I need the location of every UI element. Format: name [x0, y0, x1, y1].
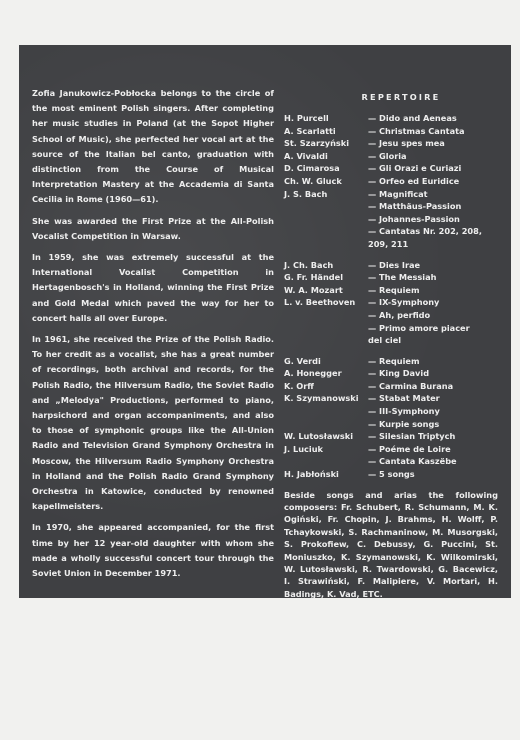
work-title: — Jesu spes mea: [368, 138, 445, 149]
work-title: — Gloria: [368, 150, 407, 161]
work-title: — Stabat Mater: [368, 393, 440, 404]
composer-name: Ch. W. Gluck: [284, 175, 342, 186]
bio-paragraph: In 1959, she was extremely successful at the International Vocalist Competition in Hertagenbosch's in Holland, winning the First Prize and Gold Medal which paved the way for her to concert halls all over Europe.: [32, 252, 274, 323]
bio-paragraph: In 1970, she appeared accompanied, for the first time by her 12 year-old daughter with whom she made a wholly successful concert tour through the Soviet Union in December 1971.: [32, 522, 274, 579]
work-title: — Dido and Aeneas: [368, 113, 457, 123]
work-title: 209, 211: [368, 238, 409, 249]
repertoire-title: REPERTOIRE: [361, 92, 441, 102]
repertoire-row: [284, 405, 498, 418]
work-title: — Carmina Burana: [368, 380, 454, 391]
repertoire-row: [284, 175, 498, 188]
repertoire-row: [284, 355, 498, 368]
work-title: — Johannes-Passion: [368, 213, 460, 224]
repertoire-row: [284, 162, 498, 175]
repertoire-row: [284, 137, 498, 150]
composer-name: J. S. Bach: [284, 188, 328, 199]
repertoire-list: [284, 112, 498, 481]
work-title: — Kurpie songs: [368, 418, 440, 429]
bio-paragraph: In 1961, she received the Prize of the Polish Radio. To her credit as a vocalist, she has a great number of recordings, both archival and records, for the Polish Radio, the Hilversum Radio, the Soviet Radio and „Melodya" Productions, performed to piano, harpsichord and organ accompaniments, and also to those of symphonic groups like the All-Union Radio and Television Grand Symphony Orchestra in Moscow, the Hilversum Radio Symphony Orchestra in Holland and the Polish Radio Grand Symphony Orchestra in Katowice, conducted by renowned kapellmeisters.: [32, 334, 274, 512]
repertoire-row: [284, 238, 498, 251]
repertoire-note: Beside songs and arias the following composers: Fr. Schubert, R. Schumann, M. K. Ogiński, Fr. Chopin, J. Brahms, H. Wolff, P. Tchaykowski, S. Rachmaninow, M. Musorgski, S. Prokofiew, C. Debussy, G. Puccini, St. Moniuszko, K. Szymanowski, K. Wilkomirski, W. Lutosławski, R. Twardowski, G. Bacewicz, I. Strawiński, F. Malipiere, V. Mortari, H. Badings, K. Vad, ETC.: [284, 489, 498, 599]
composer-name: [284, 418, 368, 431]
repertoire-row: [284, 468, 498, 481]
work-title: — Magnificat: [368, 188, 428, 199]
repertoire-row: [284, 188, 498, 201]
composer-name: [284, 455, 368, 468]
repertoire-row: [284, 125, 498, 138]
composer-name: H. Purcell: [284, 113, 329, 123]
composer-name: G. Fr. Händel: [284, 272, 344, 283]
repertoire-row: [284, 367, 498, 380]
composer-name: [284, 405, 368, 418]
work-title: — Cantatas Nr. 202, 208,: [368, 226, 482, 237]
composer-name: [284, 200, 368, 213]
group-spacer: [284, 347, 498, 355]
composer-name: A. Vivaldi: [284, 150, 328, 161]
repertoire-row: [284, 200, 498, 213]
composer-name: [284, 334, 368, 347]
composer-name: G. Verdi: [284, 355, 321, 366]
composer-name: [284, 238, 368, 251]
repertoire-row: [284, 213, 498, 226]
repertoire-row: [284, 334, 498, 347]
work-title: — King David: [368, 368, 430, 379]
work-title: — Orfeo ed Euridice: [368, 175, 460, 186]
composer-name: [284, 322, 368, 335]
work-title: — IX-Symphony: [368, 297, 440, 308]
bio-paragraph: Zofia Janukowicz-Pobłocka belongs to the circle of the most eminent Polish singers. After completing her music studies in Poland (at the Sopot Higher School of Music), she perfected her vocal art at the source of the Italian bel canto, graduation with distinction from the Course of Musical Interpretation Mastery at the Accademia di Santa Cecilia in Rome (1960—61).: [32, 88, 274, 205]
repertoire-row: [284, 392, 498, 405]
repertoire-row: [284, 271, 498, 284]
repertoire-row: [284, 259, 498, 272]
work-title: — Silesian Triptych: [368, 431, 456, 442]
repertoire-row: [284, 380, 498, 393]
work-title: — Poéme de Loire: [368, 443, 451, 454]
repertoire-row: [284, 455, 498, 468]
work-title: — Christmas Cantata: [368, 125, 465, 136]
repertoire-row: [284, 322, 498, 335]
composer-name: D. Cimarosa: [284, 163, 340, 174]
repertoire-row: [284, 443, 498, 456]
composer-name: H. Jabłoński: [284, 469, 339, 480]
composer-name: [284, 213, 368, 226]
work-title: — Requiem: [368, 355, 420, 366]
work-title: — Dies Irae: [368, 259, 421, 270]
work-title: — The Messiah: [368, 272, 437, 283]
repertoire-row: [284, 309, 498, 322]
composer-name: K. Szymanowski: [284, 393, 359, 404]
group-spacer: [284, 251, 498, 259]
repertoire-row: [284, 225, 498, 238]
repertoire-row: [284, 284, 498, 297]
repertoire-row: [284, 296, 498, 309]
composer-name: [284, 225, 368, 238]
work-title: — III-Symphony: [368, 406, 440, 417]
repertoire-column: [284, 92, 498, 600]
composer-name: J. Luciuk: [284, 443, 323, 454]
work-title: — Cantata Kaszëbe: [368, 456, 457, 467]
work-title: — Requiem: [368, 284, 420, 295]
work-title: — 5 songs: [368, 469, 415, 480]
repertoire-row: [284, 112, 498, 125]
repertoire-row: [284, 430, 498, 443]
work-title: — Primo amore piacer: [368, 322, 470, 333]
repertoire-row: [284, 150, 498, 163]
bio-paragraph: She was awarded the First Prize at the All-Polish Vocalist Competition in Warsaw.: [32, 215, 274, 241]
composer-name: St. Szarzyński: [284, 138, 350, 149]
composer-name: W. A. Mozart: [284, 284, 343, 295]
biography-column: [32, 86, 274, 587]
composer-name: K. Orff: [284, 380, 314, 391]
work-title: — Gli Orazi e Curiazi: [368, 163, 462, 174]
composer-name: W. Lutosławski: [284, 431, 354, 442]
work-title: del ciel: [368, 335, 402, 346]
composer-name: L. v. Beethoven: [284, 297, 356, 308]
repertoire-row: [284, 418, 498, 431]
work-title: — Matthäus-Passion: [368, 201, 462, 212]
composer-name: [284, 309, 368, 322]
composer-name: A. Honegger: [284, 368, 342, 379]
composer-name: J. Ch. Bach: [284, 259, 334, 270]
composer-name: A. Scarlatti: [284, 125, 336, 136]
work-title: — Ah, perfido: [368, 309, 431, 320]
